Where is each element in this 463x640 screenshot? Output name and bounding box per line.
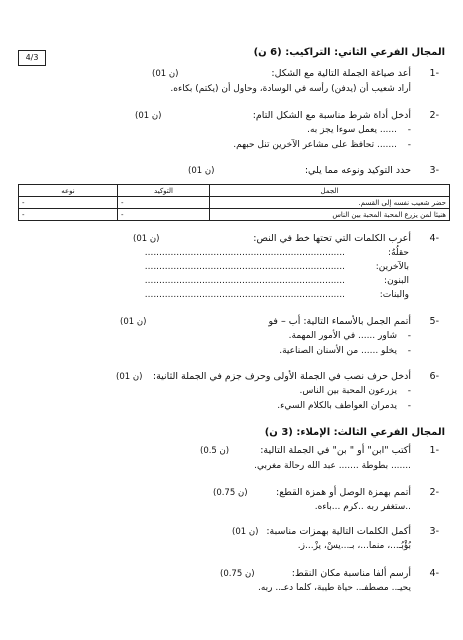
- s3q4-sentence: يحيـ.. مصطفـ.. حياة طيبة، كلما دعـ.. ربه.: [257, 583, 411, 593]
- q2-text: أدخل أداة شرط مناسبة مع الشكل التام:: [252, 110, 411, 121]
- s3q2-points: (0.75 ن): [213, 488, 248, 498]
- q2-number: -2: [429, 110, 439, 121]
- q2-points: (01 ن): [135, 111, 162, 121]
- q5-item: شاور ...... في الأمور المهمة.: [288, 331, 397, 341]
- q6-text: أدخل حرف نصب في الجملة الأولى وحرف جزم في الجملة الثانية:: [152, 371, 411, 382]
- table-header-row: [19, 185, 450, 197]
- s3q3-text: أكمل الكلمات التالية بهمزات مناسبة:: [266, 526, 411, 537]
- q1-text: أعد صياغة الجملة التالية مع الشكل:: [271, 68, 411, 79]
- q2-item-dash: -: [407, 125, 411, 135]
- q4-blank: ......................................................................: [144, 276, 345, 286]
- q6-item: يزرعون المحبة بين الناس.: [299, 386, 397, 396]
- q6-item-dash: -: [407, 401, 411, 411]
- s3q2-sentence: ..ستغفر ربه ..كرم ...باءه.: [314, 502, 411, 512]
- q3-number: -3: [429, 165, 439, 176]
- q4-blank: ......................................................................: [144, 262, 345, 272]
- s3q3-number: -3: [429, 526, 439, 537]
- s3q2-text: أتمم بهمزة الوصل أو همزة القطع:: [276, 487, 411, 498]
- q4-points: (01 ن): [133, 234, 160, 244]
- q6-number: -6: [429, 371, 439, 382]
- s3q1-text: أكتب "ابن" أو " بن" في الجملة التالية:: [260, 445, 411, 456]
- q2-item: ...... يعمل سوءا يجز به.: [307, 125, 397, 135]
- table-cell-tawkid: -: [118, 209, 210, 221]
- q2-item: ....... تحافظ على مشاعر الآخرين تنل حبهم.: [233, 140, 397, 150]
- q4-text: أعرب الكلمات التي تحتها خط في النص:: [253, 233, 411, 244]
- page-number: 4/3: [18, 50, 46, 66]
- q4-word: والبنات:: [379, 290, 409, 300]
- q1-sentence: أراد شعيب أن (يدفن) رأسه في الوسادة، وحاول أن (يكتم) بكاءه.: [170, 84, 411, 94]
- q4-word: بالآخرين:: [375, 262, 409, 272]
- q1-number: -1: [429, 68, 439, 79]
- table-header: التوكيد: [118, 185, 210, 197]
- q5-text: أتمم الجمل بالأسماء التالية: أب – فو: [268, 316, 411, 327]
- s3q2-number: -2: [429, 487, 439, 498]
- table-cell-tawkid: -: [118, 197, 210, 209]
- q2-item-dash: -: [407, 140, 411, 150]
- s3q3-sentence: بُؤْبُـ...، منما...، بـ...يسْ، يزْ...ز.: [297, 541, 411, 551]
- q4-number: -4: [429, 233, 439, 244]
- table-row: [19, 197, 450, 209]
- section2-title: المجال الفرعي الثاني: التراكيب: (6 ن): [253, 47, 445, 58]
- table-cell-sentence: حضر شعيب نفسه إلى القسم.: [210, 197, 450, 209]
- section3-title: المجال الفرعي الثالث: الإملاء: (3 ن): [264, 427, 445, 438]
- q3-points: (01 ن): [188, 166, 215, 176]
- s3q4-number: -4: [429, 568, 439, 579]
- table-header: نوعه: [19, 185, 118, 197]
- s3q4-points: (0.75 ن): [220, 569, 255, 579]
- q4-blank: ......................................................................: [144, 248, 345, 258]
- q5-item-dash: -: [407, 346, 411, 356]
- s3q1-sentence: ....... بطوطة ....... عبد الله رحالة مغربي.: [254, 461, 411, 471]
- table-cell-sentence: هنيئا لمن يزرع المحبة المحبة بين الناس: [210, 209, 450, 221]
- tawkid-table: [18, 184, 450, 221]
- s3q1-number: -1: [429, 445, 439, 456]
- q3-text: حدد التوكيد ونوعه مما يلي:: [304, 165, 411, 176]
- q5-number: -5: [429, 316, 439, 327]
- q1-points: (01 ن): [152, 69, 179, 79]
- table-row: [19, 209, 450, 221]
- q6-points: (01 ن): [116, 372, 143, 382]
- table-cell-type: -: [19, 197, 118, 209]
- q6-item: يدمران العواطف بالكلام السيء.: [277, 401, 397, 411]
- s3q3-points: (01 ن): [232, 527, 259, 537]
- s3q1-points: (0.5 ن): [200, 446, 230, 456]
- q5-item-dash: -: [407, 331, 411, 341]
- table-header: الجمل: [210, 185, 450, 197]
- table-cell-type: -: [19, 209, 118, 221]
- q4-word: البنون:: [384, 276, 409, 286]
- q5-points: (01 ن): [120, 317, 147, 327]
- q6-item-dash: -: [407, 386, 411, 396]
- q4-blank: ......................................................................: [144, 290, 345, 300]
- q5-item: يخلو ...... من الأسنان الصناعية.: [279, 346, 397, 356]
- s3q4-text: أرسم ألفا مناسبة مكان النقط:: [291, 568, 411, 579]
- q4-word: حقلُهُ:: [388, 248, 409, 258]
